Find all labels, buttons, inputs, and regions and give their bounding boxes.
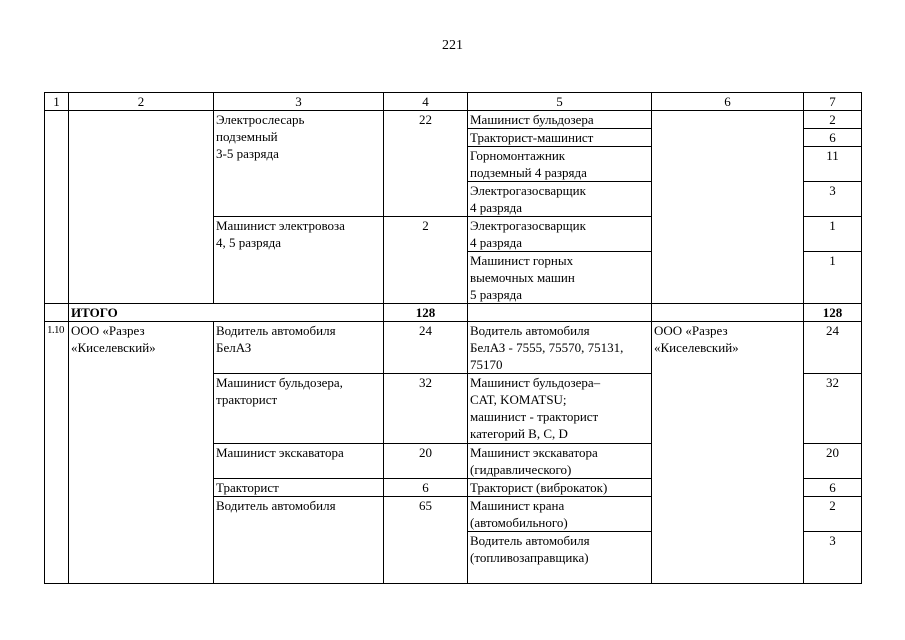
header-col-5: 5 [468, 93, 652, 111]
table-row [45, 322, 862, 374]
header-col-2: 2 [69, 93, 214, 111]
target-profession-cell: Машинист бульдозера– CAT, KOMATSU; машинист - тракторист категорий B, C, D [468, 374, 652, 444]
organization-cell: ООО «Разрез «Киселевский» [69, 322, 214, 584]
profession-cell: Машинист бульдозера, тракторист [214, 374, 384, 444]
profession-cell: Машинист экскаватора [214, 444, 384, 479]
profession-count-cell: 24 [384, 322, 468, 374]
header-col-6: 6 [652, 93, 804, 111]
organization-cell [69, 111, 214, 304]
profession-cell: Электрослесарь подземный 3-5 разряда [214, 111, 384, 217]
target-organization-cell: ООО «Разрез «Киселевский» [652, 322, 804, 584]
row-number-cell [45, 111, 69, 304]
target-profession-cell: Водитель автомобиля БелАЗ - 7555, 75570, 75131, 75170 [468, 322, 652, 374]
target-count-cell: 2 [804, 497, 862, 532]
header-col-3: 3 [214, 93, 384, 111]
row-number-cell: 1.10 [45, 322, 69, 584]
profession-count-cell: 65 [384, 497, 468, 584]
total-row [45, 304, 862, 322]
target-profession-cell: Машинист бульдозера [468, 111, 652, 129]
target-profession-cell: Тракторист (виброкаток) [468, 479, 652, 497]
profession-count-cell: 22 [384, 111, 468, 217]
target-profession-cell: Водитель автомобиля (топливозаправщика) [468, 532, 652, 584]
target-count-cell: 24 [804, 322, 862, 374]
total-count: 128 [384, 304, 468, 322]
target-profession-cell: Машинист горных выемочных машин 5 разряда [468, 252, 652, 304]
target-count-cell: 1 [804, 217, 862, 252]
table-header-row [45, 93, 862, 111]
target-count-cell: 11 [804, 147, 862, 182]
profession-count-cell: 32 [384, 374, 468, 444]
header-col-7: 7 [804, 93, 862, 111]
header-col-4: 4 [384, 93, 468, 111]
total-label: ИТОГО [69, 304, 384, 322]
target-profession-cell: Горномонтажник подземный 4 разряда [468, 147, 652, 182]
target-count-cell: 3 [804, 182, 862, 217]
profession-cell: Тракторист [214, 479, 384, 497]
target-profession-cell: Электрогазосварщик 4 разряда [468, 182, 652, 217]
target-profession-cell: Машинист крана (автомобильного) [468, 497, 652, 532]
page-number: 221 [442, 38, 463, 53]
target-count-cell: 1 [804, 252, 862, 304]
target-profession-cell: Электрогазосварщик 4 разряда [468, 217, 652, 252]
profession-count-cell: 2 [384, 217, 468, 304]
total-empty-cell [652, 304, 804, 322]
profession-cell: Водитель автомобиля БелАЗ [214, 322, 384, 374]
total-empty-cell [468, 304, 652, 322]
total-count-right: 128 [804, 304, 862, 322]
target-count-cell: 32 [804, 374, 862, 444]
target-count-cell: 2 [804, 111, 862, 129]
target-organization-cell [652, 111, 804, 304]
staff-retraining-table [44, 92, 862, 584]
header-col-1: 1 [45, 93, 69, 111]
target-profession-cell: Тракторист-машинист [468, 129, 652, 147]
table-row [45, 111, 862, 129]
target-profession-cell: Машинист экскаватора (гидравлического) [468, 444, 652, 479]
profession-cell: Водитель автомобиля [214, 497, 384, 584]
profession-cell: Машинист электровоза 4, 5 разряда [214, 217, 384, 304]
target-count-cell: 20 [804, 444, 862, 479]
target-count-cell: 6 [804, 479, 862, 497]
profession-count-cell: 20 [384, 444, 468, 479]
profession-count-cell: 6 [384, 479, 468, 497]
total-empty-cell [45, 304, 69, 322]
target-count-cell: 3 [804, 532, 862, 584]
target-count-cell: 6 [804, 129, 862, 147]
